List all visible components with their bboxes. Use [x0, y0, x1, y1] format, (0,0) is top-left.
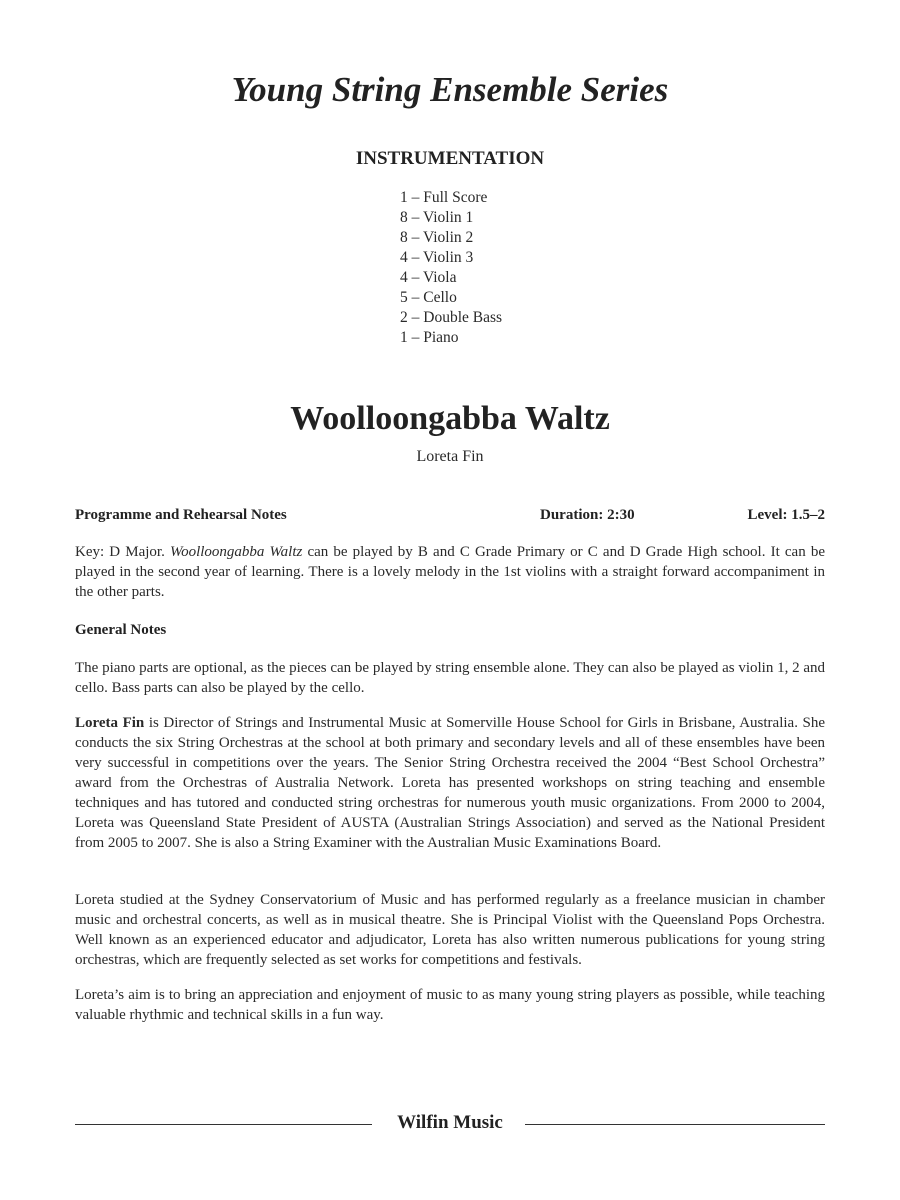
- instrumentation-item: 8 – Violin 2: [400, 229, 474, 246]
- instrumentation-list: [400, 188, 502, 348]
- programme-notes-heading: Programme and Rehearsal Notes: [75, 507, 287, 523]
- programme-notes-paragraph: [75, 542, 825, 602]
- publisher-name: Wilfin Music: [397, 1112, 503, 1133]
- piece-title: Woolloongabba Waltz: [290, 400, 610, 437]
- key-text: can be played by B and C Grade Primary or C and D Grade High school. It can be played in the second year of learning. There is a lovely melody in the 1st violins with a straight forward accompaniment in the other parts.: [75, 544, 825, 600]
- footer-rule-right: [525, 1124, 825, 1125]
- instrumentation-heading: INSTRUMENTATION: [355, 148, 545, 169]
- duration-label: Duration: 2:30: [540, 507, 635, 523]
- general-notes-paragraph: The piano parts are optional, as the pieces can be played by string ensemble alone. They can also be played as violin 1, 2 and cello. Bass parts can also be played by the cello.: [75, 660, 825, 696]
- bio-text-1: is Director of Strings and Instrumental Music at Somerville House School for Girls in Brisbane, Australia. She conducts the six String Orchestras at the school at both primary and secondary levels and all of these ensembles have been very successful in competitions over the years. The Senior String Orchestra received the 2004 “Best School Orchestra” award from the Orchestras of Australia Network. Loreta has presented workshops on string teaching and ensemble techniques and has tutored and conducted string orchestras for numerous youth music organizations. From 2000 to 2004, Loreta was Queensland State President of AUSTA (Australian Strings Association) and served as the National President from 2005 to 2007. She is also a String Examiner with the Australian Music Examinations Board.: [75, 715, 825, 851]
- composer-name: Loreta Fin: [416, 448, 484, 465]
- bio-paragraph-3: Loreta’s aim is to bring an appreciation and enjoyment of music to as many young string players as possible, while teaching valuable rhythmic and technical skills in a fun way.: [75, 987, 825, 1023]
- key-prefix: Key: D Major.: [75, 544, 170, 560]
- key-piece-title: Woolloongabba Waltz: [169, 544, 303, 560]
- bio-paragraph-1: [75, 713, 825, 853]
- general-notes-heading: General Notes: [75, 622, 167, 638]
- instrumentation-item: 8 – Violin 1: [400, 209, 474, 226]
- bio-paragraph-2: Loreta studied at the Sydney Conservatorium of Music and has performed regularly as a freelance musician in chamber music and orchestral concerts, as well as in musical theatre. She is Principal Violist with the Queensland Pops Orchestra. Well known as an experienced educator and adjudicator, Loreta has also written numerous publications for young string orchestras, which are frequently selected as set works for competitions and festivals.: [75, 892, 825, 968]
- bio-name: Loreta Fin: [75, 715, 145, 731]
- series-title: Young String Ensemble Series: [231, 70, 669, 109]
- instrumentation-item: 4 – Violin 3: [400, 249, 474, 266]
- instrumentation-item: 1 – Piano: [400, 329, 459, 346]
- instrumentation-item: 1 – Full Score: [400, 189, 488, 206]
- level-label: Level: 1.5–2: [747, 507, 825, 523]
- notes-header: [75, 507, 825, 527]
- instrumentation-item: 5 – Cello: [400, 289, 457, 306]
- footer: [75, 1110, 825, 1140]
- instrumentation-item: 4 – Viola: [400, 269, 457, 286]
- instrumentation-item: 2 – Double Bass: [400, 309, 503, 326]
